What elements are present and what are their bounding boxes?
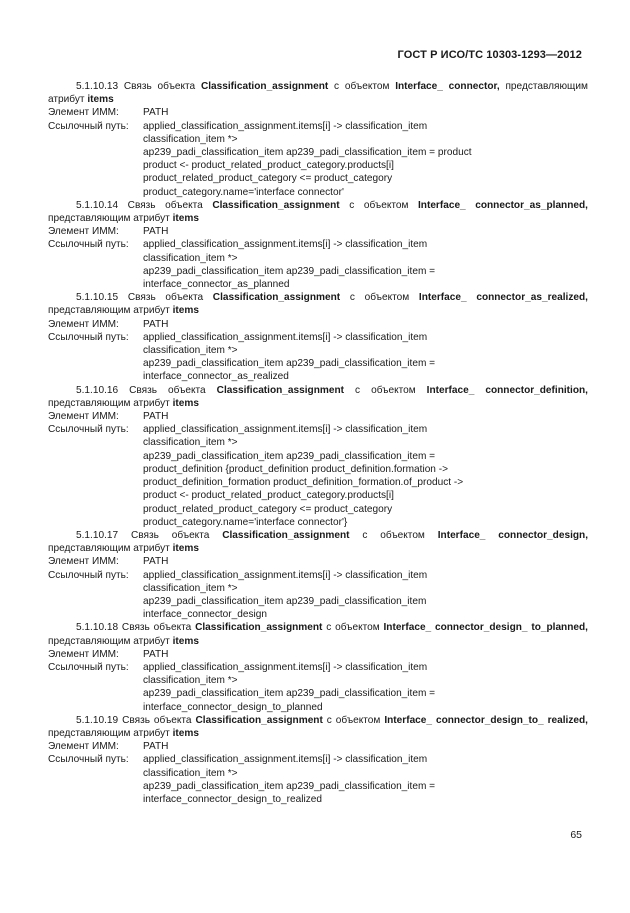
element-label: Элемент ИММ: — [48, 556, 119, 568]
path-line: classification_item *> — [143, 675, 238, 687]
heading-text: Связь объекта — [121, 622, 192, 634]
path-line: product <- product_related_product_category.products[i] — [143, 490, 394, 502]
element-row — [48, 225, 588, 238]
element-value: PATH — [143, 318, 169, 330]
target-entity-name: Interface_ connector_design_to_ realized, — [384, 714, 588, 726]
attribute-name: items — [172, 727, 199, 739]
heading-text: представляющим атрибут — [48, 727, 170, 739]
entity-name: Classification_assignment — [200, 81, 329, 92]
path-line: ap239_padi_classification_item ap239_padi_classification_item = — [143, 450, 436, 462]
reference-path-row — [48, 569, 588, 582]
entity-name: Classification_assignment — [212, 199, 340, 211]
path-line: interface_connector_design — [143, 609, 268, 621]
element-value: PATH — [143, 648, 169, 660]
element-value: PATH — [143, 556, 169, 568]
section-heading — [48, 384, 588, 410]
heading-text: представляющим атрибут — [48, 635, 170, 647]
element-row — [48, 318, 588, 331]
reference-path-label: Ссылочный путь: — [48, 331, 129, 343]
entity-name: Classification_assignment — [195, 622, 323, 634]
section-5-1-10-19 — [48, 714, 588, 806]
section-5-1-10-13 — [48, 80, 588, 199]
element-label: Элемент ИММ: — [48, 648, 119, 660]
heading-text: с объектом — [326, 622, 380, 634]
element-value: PATH — [143, 226, 169, 238]
heading-text: Связь объекта — [127, 199, 203, 211]
path-line: applied_classification_assignment.items[i] -> classification_item — [143, 569, 428, 581]
path-line: product_definition_formation product_definition_formation.of_product -> — [143, 477, 464, 489]
reference-path-label: Ссылочный путь: — [48, 661, 129, 673]
heading-text: с объектом — [362, 529, 425, 541]
path-line: classification_item *> — [143, 345, 238, 357]
reference-path-label: Ссылочный путь: — [48, 120, 129, 132]
section-5-1-10-18 — [48, 621, 588, 713]
heading-text: Связь объекта — [130, 529, 210, 541]
section-heading — [48, 80, 588, 106]
heading-text: Связь объекта — [123, 81, 196, 92]
heading-text: представляющим атрибут — [48, 305, 170, 317]
path-line: applied_classification_assignment.items[i] -> classification_item — [143, 754, 428, 766]
path-line: product <- product_related_product_category.products[i] — [143, 160, 394, 172]
heading-text: представляющим атрибут — [48, 213, 170, 225]
path-line: classification_item *> — [143, 252, 238, 264]
heading-text: с объектом — [326, 714, 381, 726]
element-row — [48, 740, 588, 753]
section-heading — [48, 199, 588, 225]
path-line: interface_connector_as_planned — [143, 279, 290, 291]
path-line: interface_connector_design_to_realized — [143, 793, 323, 805]
reference-path-row — [48, 238, 588, 251]
reference-path-label: Ссылочный путь: — [48, 754, 129, 766]
reference-path-row — [48, 661, 588, 674]
reference-path-row — [48, 331, 588, 344]
heading-text: представляющим атрибут — [48, 543, 170, 555]
target-entity-name: Interface_ connector_as_planned, — [417, 199, 588, 211]
element-value: PATH — [143, 411, 169, 423]
section-number: 5.1.10.19 — [76, 714, 119, 726]
element-value: PATH — [143, 741, 169, 753]
path-line: applied_classification_assignment.items[i] -> classification_item — [143, 239, 428, 251]
section-number: 5.1.10.16 — [76, 384, 119, 396]
page-number: 65 — [570, 829, 582, 841]
section-5-1-10-14 — [48, 199, 588, 291]
heading-text: с объектом — [355, 384, 416, 396]
element-row — [48, 106, 588, 119]
attribute-name: items — [172, 397, 199, 409]
target-entity-name: Interface_ connector_as_realized, — [418, 292, 588, 304]
heading-text: представляющим атрибут — [48, 81, 588, 106]
path-line: ap239_padi_classification_item ap239_padi_classification_item = — [143, 265, 436, 277]
element-row — [48, 555, 588, 568]
heading-text: Связь объекта — [122, 714, 192, 726]
heading-text: с объектом — [349, 292, 410, 304]
section-number: 5.1.10.14 — [76, 199, 119, 211]
path-line: ap239_padi_classification_item ap239_padi_classification_item = product — [143, 147, 472, 159]
target-entity-name: Interface_ connector_definition, — [426, 384, 588, 396]
attribute-name: items — [87, 94, 114, 106]
attribute-name: items — [172, 635, 199, 647]
path-line: classification_item *> — [143, 437, 238, 449]
section-5-1-10-17 — [48, 529, 588, 621]
entity-name: Classification_assignment — [212, 292, 341, 304]
path-line: interface_connector_as_realized — [143, 371, 289, 383]
section-heading — [48, 714, 588, 740]
reference-path-label: Ссылочный путь: — [48, 424, 129, 436]
section-number: 5.1.10.13 — [76, 81, 119, 92]
heading-text: Связь объекта — [129, 384, 206, 396]
path-line: applied_classification_assignment.items[i] -> classification_item — [143, 424, 428, 436]
section-number: 5.1.10.18 — [76, 622, 119, 634]
section-heading — [48, 291, 588, 317]
path-line: ap239_padi_classification_item ap239_padi_classification_item = — [143, 688, 436, 700]
path-line: interface_connector_design_to_planned — [143, 701, 323, 713]
path-line: product_related_product_category <= product_category — [143, 503, 393, 515]
target-entity-name: Interface_ connector_design, — [437, 529, 589, 541]
heading-text: представляющим атрибут — [48, 397, 170, 409]
path-line: product_definition {product_definition product_definition.formation -> — [143, 463, 448, 475]
attribute-name: items — [172, 543, 199, 555]
path-line: ap239_padi_classification_item ap239_padi_classification_item = — [143, 358, 436, 370]
path-line: product_category.name='interface connector'} — [143, 516, 348, 528]
entity-name: Classification_assignment — [195, 714, 323, 726]
heading-text: с объектом — [349, 199, 409, 211]
section-5-1-10-16 — [48, 384, 588, 529]
heading-text: с объектом — [334, 81, 390, 92]
path-line: classification_item *> — [143, 582, 238, 594]
element-row — [48, 648, 588, 661]
element-label: Элемент ИММ: — [48, 318, 119, 330]
target-entity-name: Interface_ connector, — [395, 81, 500, 92]
path-line: ap239_padi_classification_item ap239_padi_classification_item — [143, 595, 427, 607]
section-number: 5.1.10.17 — [76, 529, 119, 541]
attribute-name: items — [172, 305, 199, 317]
entity-name: Classification_assignment — [216, 384, 345, 396]
element-label: Элемент ИММ: — [48, 226, 119, 238]
section-5-1-10-15 — [48, 291, 588, 383]
section-heading — [48, 529, 588, 555]
element-row — [48, 410, 588, 423]
reference-path-row — [48, 753, 588, 766]
document-body — [48, 80, 588, 806]
element-label: Элемент ИММ: — [48, 107, 119, 119]
heading-text: Связь объекта — [127, 292, 204, 304]
path-line: product_category.name='interface connector' — [143, 186, 344, 198]
element-value: PATH — [143, 107, 169, 119]
element-label: Элемент ИММ: — [48, 741, 119, 753]
document-header: ГОСТ Р ИСО/ТС 10303-1293—2012 — [397, 49, 582, 61]
path-line: classification_item *> — [143, 767, 238, 779]
reference-path-label: Ссылочный путь: — [48, 569, 129, 581]
reference-path-row — [48, 120, 588, 133]
section-number: 5.1.10.15 — [76, 292, 119, 304]
section-heading — [48, 621, 588, 647]
path-line: classification_item *> — [143, 133, 238, 145]
path-line: product_related_product_category <= product_category — [143, 173, 393, 185]
target-entity-name: Interface_ connector_design_ to_planned, — [383, 622, 588, 634]
path-line: applied_classification_assignment.items[i] -> classification_item — [143, 661, 428, 673]
path-line: applied_classification_assignment.items[i] -> classification_item — [143, 331, 428, 343]
element-label: Элемент ИММ: — [48, 411, 119, 423]
path-line: ap239_padi_classification_item ap239_padi_classification_item = — [143, 780, 436, 792]
reference-path-row — [48, 423, 588, 436]
entity-name: Classification_assignment — [222, 529, 350, 541]
reference-path-label: Ссылочный путь: — [48, 239, 129, 251]
attribute-name: items — [172, 213, 199, 225]
path-line: applied_classification_assignment.items[i] -> classification_item — [143, 120, 428, 132]
